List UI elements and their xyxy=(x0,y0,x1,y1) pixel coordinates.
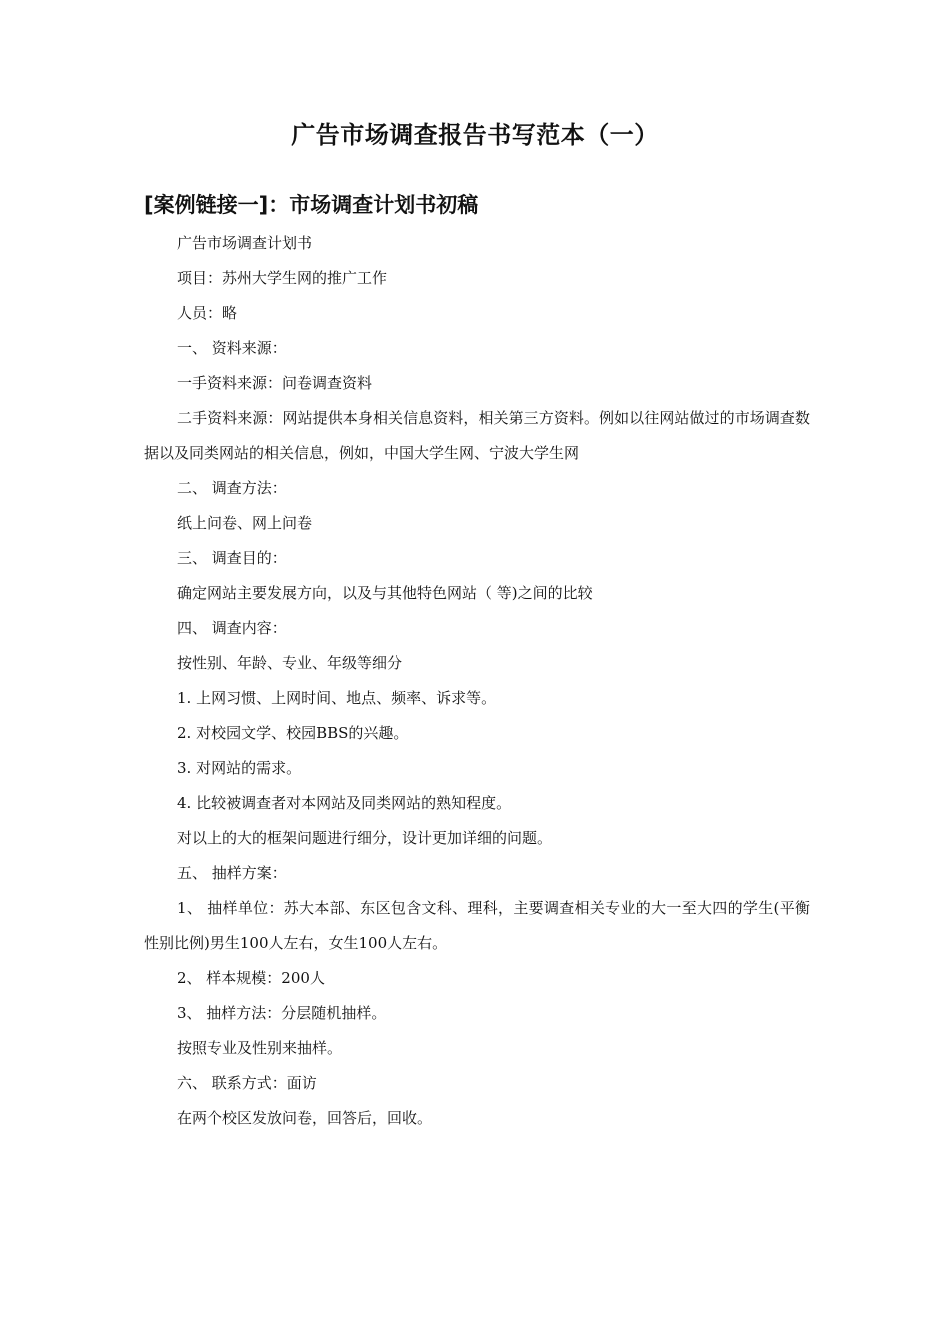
paragraph-section-2: 二、 调查方法： xyxy=(177,479,287,497)
paragraph-sampling-unit: 1、 抽样单位：苏大本部、东区包含文科、理科，主要调查相关专业的大一至大四的学生(平衡性别比例)男生100人左右，女生100人左右。 xyxy=(144,899,810,952)
section-heading: [案例链接一]：市场调查计划书初稿 xyxy=(144,193,479,217)
document-body xyxy=(144,226,810,1136)
paragraph-secondary-source: 二手资料来源：网站提供本身相关信息资料，相关第三方资料。例如以往网站做过的市场调查数据以及同类网站的相关信息，例如，中国大学生网、宁波大学生网 xyxy=(144,409,810,462)
document-title: 广告市场调查报告书写范本（一） xyxy=(291,121,659,149)
paragraph-section-3: 三、 调查目的： xyxy=(177,549,287,567)
paragraph-primary-source: 一手资料来源：问卷调查资料 xyxy=(177,374,373,392)
list-item-4: 4. 比较被调查者对本网站及同类网站的熟知程度。 xyxy=(177,794,512,812)
paragraph-segmentation: 按性别、年龄、专业、年级等细分 xyxy=(177,654,403,672)
paragraph-section-5: 五、 抽样方案： xyxy=(177,864,287,882)
paragraph-survey-purpose: 确定网站主要发展方向，以及与其他特色网站（ 等)之间的比较 xyxy=(177,584,593,602)
paragraph-survey-methods: 纸上问卷、网上问卷 xyxy=(177,514,313,532)
paragraph-refine-questions: 对以上的大的框架问题进行细分，设计更加详细的问题。 xyxy=(177,829,553,847)
paragraph-sampling-method: 3、 抽样方法：分层随机抽样。 xyxy=(177,1004,387,1022)
list-item-1: 1. 上网习惯、上网时间、地点、频率、诉求等。 xyxy=(177,689,497,707)
list-item-3: 3. 对网站的需求。 xyxy=(177,759,302,777)
paragraph-project: 项目：苏州大学生网的推广工作 xyxy=(177,269,388,287)
list-item-2: 2. 对校园文学、校园BBS的兴趣。 xyxy=(177,724,409,742)
paragraph-distribution: 在两个校区发放问卷，回答后，回收。 xyxy=(177,1109,433,1127)
paragraph-section-6: 六、 联系方式：面访 xyxy=(177,1074,317,1092)
paragraph-sample-size: 2、 样本规模：200人 xyxy=(177,969,325,987)
paragraph-staff: 人员：略 xyxy=(177,304,238,322)
paragraph-sampling-by: 按照专业及性别来抽样。 xyxy=(177,1039,343,1057)
paragraph-section-4: 四、 调查内容： xyxy=(177,619,287,637)
paragraph-section-1: 一、 资料来源： xyxy=(177,339,287,357)
paragraph-plan-title: 广告市场调查计划书 xyxy=(177,234,313,252)
